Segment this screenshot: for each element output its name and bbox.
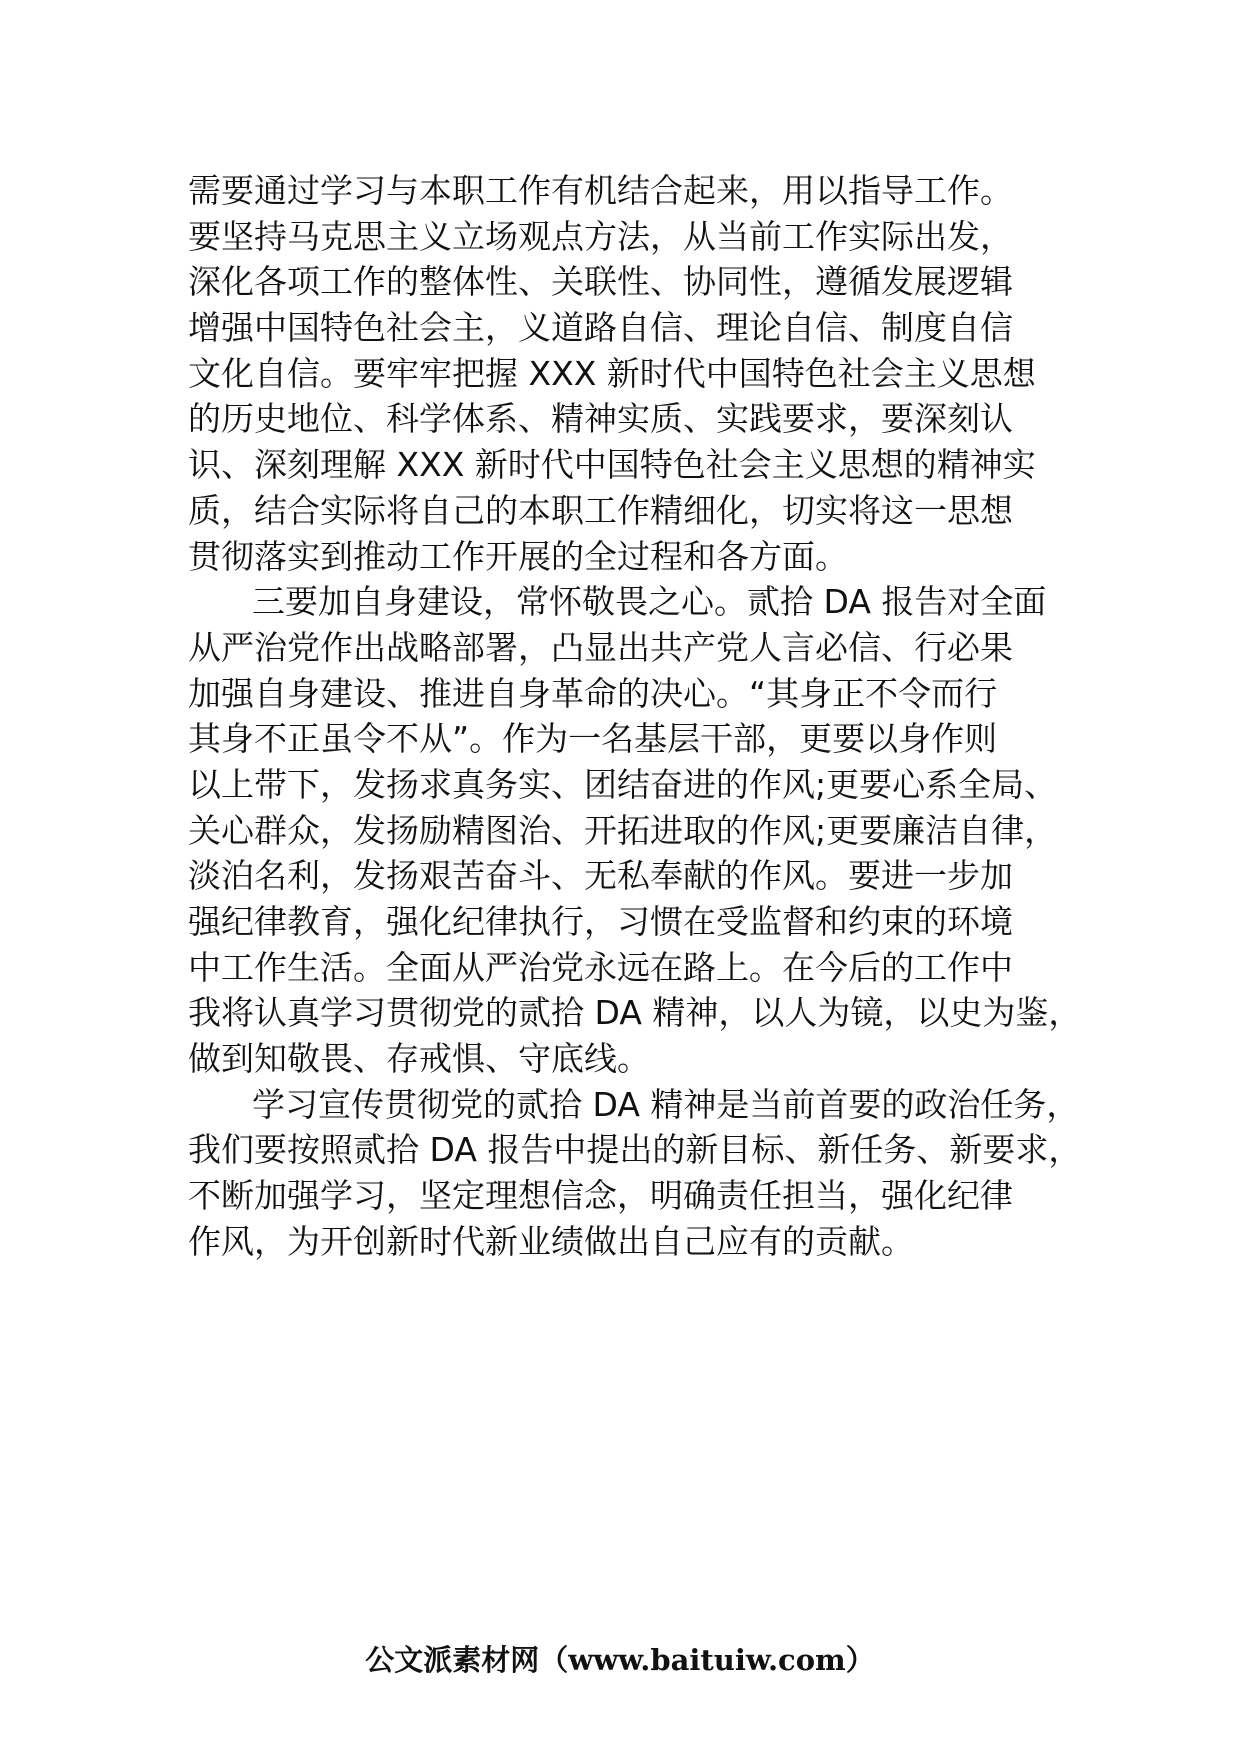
text-line: 从严治党作出战略部署，凸显出共产党人言必信、行必果: [188, 627, 1013, 667]
text-line: 文化自信。要牢牢把握 XXX 新时代中国特色社会主义思想: [188, 353, 1036, 393]
paragraph-start-line: 学习宣传贯彻党的贰拾 DA 精神是当前首要的政治任务，: [252, 1084, 1080, 1124]
text-line: 需要通过学习与本职工作有机结合起来，用以指导工作。: [188, 171, 1013, 210]
text-line: 以上带下，发扬求真务实、团结奋进的作风;更要心系全局、: [188, 764, 1058, 804]
text-line: 增强中国特色社会主，义道路自信、理论自信、制度自信: [188, 308, 1013, 348]
paragraph-start-line: 三要加自身建设，常怀敬畏之心。贰拾 DA 报告对全面: [252, 582, 1047, 622]
text-line: 我将认真学习贯彻党的贰拾 DA 精神，以人为镜，以史为鉴，: [188, 993, 1082, 1033]
document-body: [188, 168, 1088, 1265]
text-line: 淡泊名利，发扬艰苦奋斗、无私奉献的作风。要进一步加: [188, 856, 1013, 896]
text-line: 做到知敬畏、存戒惧、守底线。: [188, 1039, 650, 1079]
text-line: 贯彻落实到推动工作开展的全过程和各方面。: [188, 536, 848, 576]
footer-source: 公文派素材网（www.baituiw.com）: [365, 1643, 875, 1677]
text-line: 深化各项工作的整体性、关联性、协同性，遵循发展逻辑: [188, 262, 1013, 302]
text-line: 其身不正虽令不从”。作为一名基层干部，更要以身作则: [188, 719, 998, 759]
text-line: 关心群众，发扬励精图治、开拓进取的作风;更要廉洁自律，: [188, 810, 1058, 850]
text-line: 识、深刻理解 XXX 新时代中国特色社会主义思想的精神实: [188, 445, 1036, 485]
text-line: 加强自身建设、推进自身革命的决心。“其身正不令而行: [188, 673, 998, 713]
text-line: 不断加强学习，坚定理想信念，明确责任担当，强化纪律: [188, 1176, 1013, 1216]
text-line: 质，结合实际将自己的本职工作精细化，切实将这一思想: [188, 490, 1013, 530]
text-line: 中工作生活。全面从严治党永远在路上。在今后的工作中: [188, 947, 1013, 987]
text-line: 要坚持马克思主义立场观点方法，从当前工作实际出发，: [188, 216, 1013, 256]
text-line: 作风，为开创新时代新业绩做出自己应有的贡献。: [188, 1221, 914, 1261]
text-line: 的历史地位、科学体系、精神实质、实践要求，要深刻认: [188, 399, 1013, 439]
text-line: 我们要按照贰拾 DA 报告中提出的新目标、新任务、新要求，: [188, 1130, 1082, 1170]
text-line: 强纪律教育，强化纪律执行，习惯在受监督和约束的环境: [188, 902, 1013, 941]
